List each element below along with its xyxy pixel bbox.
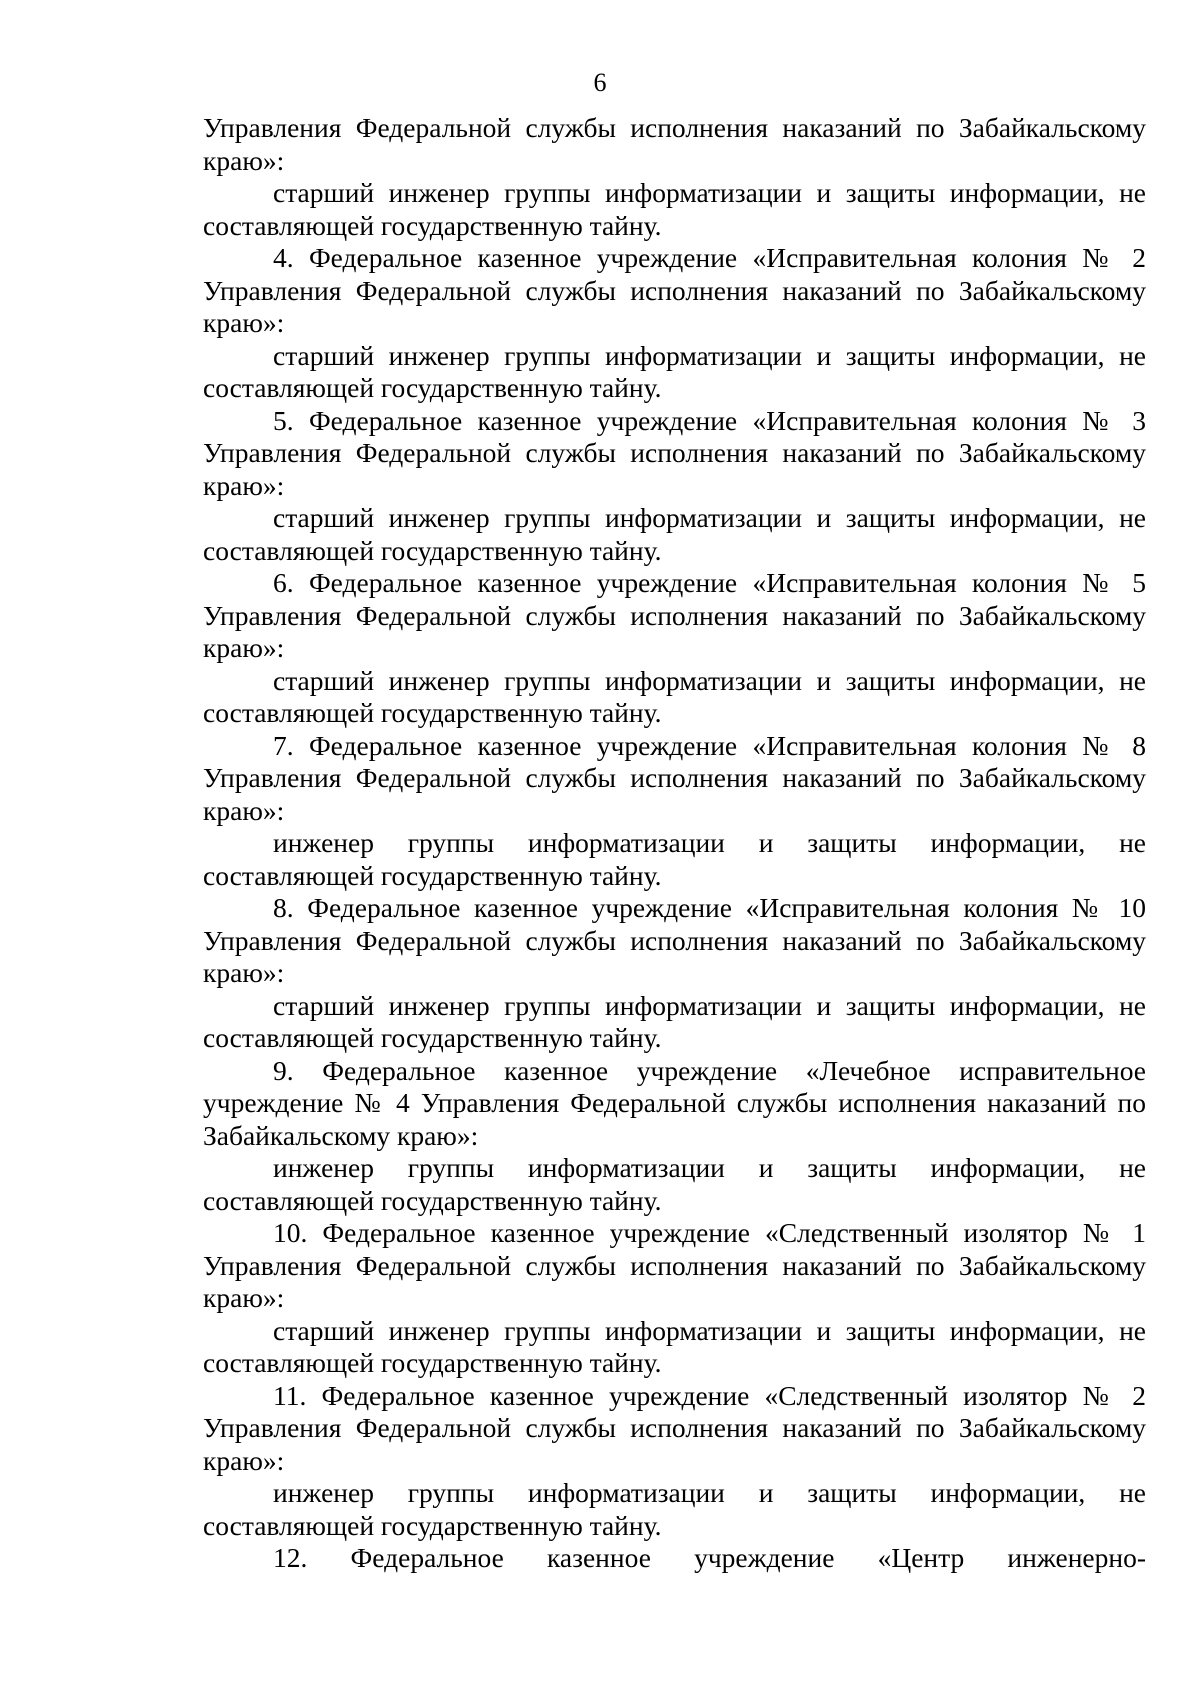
paragraph-position: инженер группы информатизации и защиты информации, не составляющей государственную тайну. xyxy=(203,1152,1146,1216)
paragraph-position: старший инженер группы информатизации и защиты информации, не составляющей государственную тайну. xyxy=(203,177,1146,241)
paragraph-continuation: Управления Федеральной службы исполнения наказаний по Забайкальскому краю»: xyxy=(203,112,1146,176)
paragraph-institution: 10. Федеральное казенное учреждение «Следственный изолятор № 1 Управления Федеральной службы исполнения наказаний по Забайкальскому краю»: xyxy=(203,1217,1146,1313)
paragraph-institution: 5. Федеральное казенное учреждение «Исправительная колония № 3 Управления Федеральной службы исполнения наказаний по Забайкальскому краю»: xyxy=(203,404,1146,501)
paragraph-institution: 9. Федеральное казенное учреждение «Лечебное исправительное учреждение № 4 Управления Федеральной службы исполнения наказаний по Забайкальскому краю»: xyxy=(203,1054,1146,1151)
paragraph-position: старший инженер группы информатизации и защиты информации, не составляющей государственную тайну. xyxy=(203,989,1146,1053)
page-number: 6 xyxy=(593,68,607,97)
paragraph-position: старший инженер группы информатизации и защиты информации, не составляющей государственную тайну. xyxy=(203,1314,1146,1378)
paragraph-institution-continued: 12. Федеральное казенное учреждение «Центр инженерно- xyxy=(273,1542,1146,1573)
paragraph-institution: 6. Федеральное казенное учреждение «Исправительная колония № 5 Управления Федеральной службы исполнения наказаний по Забайкальскому краю»: xyxy=(203,567,1146,663)
paragraph-position: старший инженер группы информатизации и защиты информации, не составляющей государственную тайну. xyxy=(203,664,1146,728)
document-body xyxy=(203,112,1146,1575)
paragraph-position: старший инженер группы информатизации и защиты информации, не составляющей государственную тайну. xyxy=(203,502,1146,566)
paragraph-position: инженер группы информатизации и защиты информации, не составляющей государственную тайну. xyxy=(203,827,1146,891)
paragraph-position: инженер группы информатизации и защиты информации, не составляющей государственную тайну. xyxy=(203,1477,1146,1541)
paragraph-position: старший инженер группы информатизации и защиты информации, не составляющей государственную тайну. xyxy=(203,339,1146,403)
paragraph-institution: 4. Федеральное казенное учреждение «Исправительная колония № 2 Управления Федеральной службы исполнения наказаний по Забайкальскому краю»: xyxy=(203,242,1146,338)
paragraph-institution: 7. Федеральное казенное учреждение «Исправительная колония № 8 Управления Федеральной службы исполнения наказаний по Забайкальскому краю»: xyxy=(203,729,1146,826)
paragraph-institution: 8. Федеральное казенное учреждение «Исправительная колония № 10 Управления Федеральной службы исполнения наказаний по Забайкальскому краю»: xyxy=(203,892,1146,988)
paragraph-institution: 11. Федеральное казенное учреждение «Следственный изолятор № 2 Управления Федеральной службы исполнения наказаний по Забайкальскому краю»: xyxy=(203,1379,1146,1476)
